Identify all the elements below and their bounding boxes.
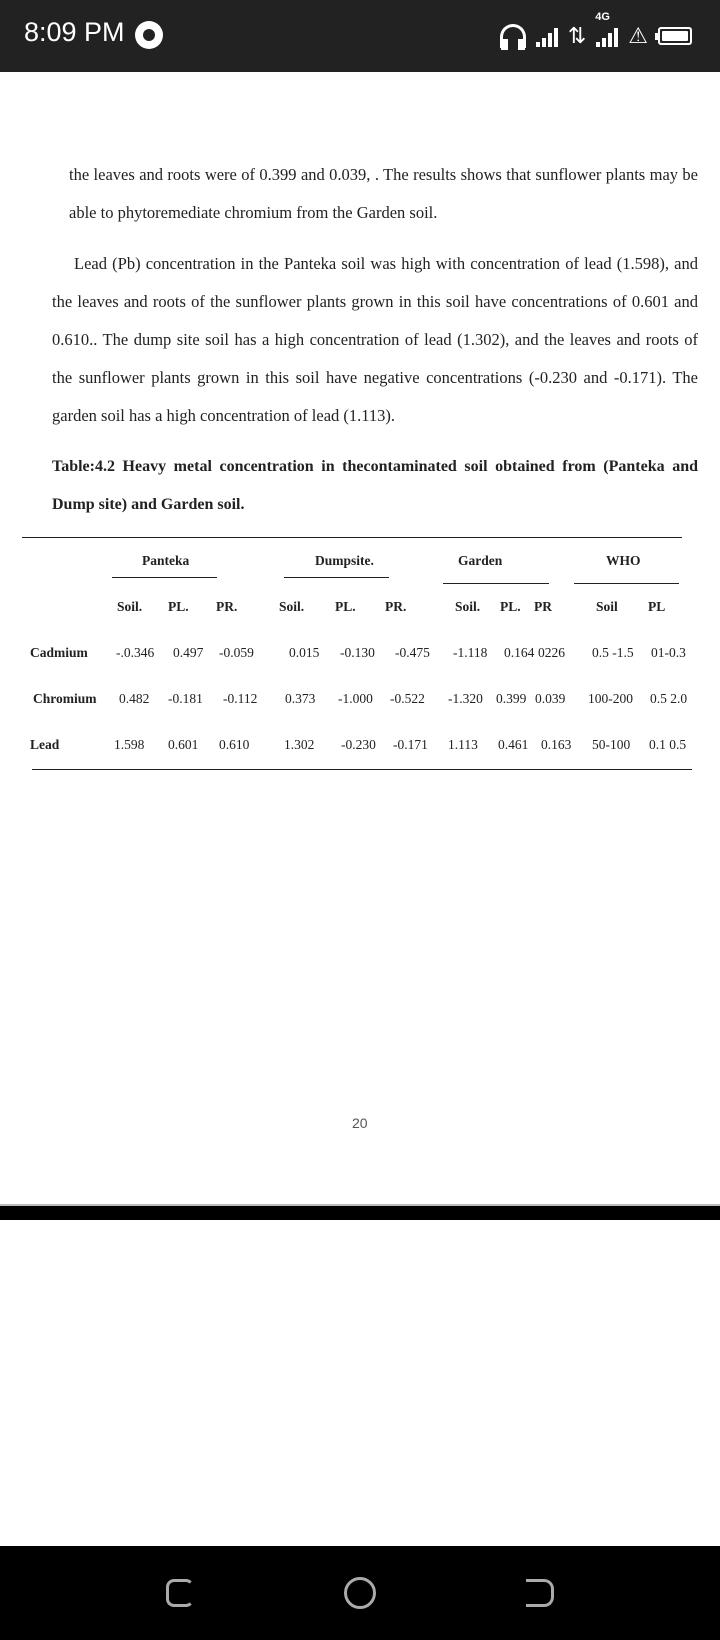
table-cell: 0.5 -1.5 (592, 645, 634, 660)
table-cell: -1.118 (453, 645, 488, 660)
table-cell: 100-200 (588, 691, 633, 706)
table-cell: -1.320 (448, 691, 483, 706)
table-cell: -0.522 (390, 691, 425, 706)
paragraph-2: Lead (Pb) concentration in the Panteka soil was high with concentration of lead (1.598), and the leaves and roots of the sunflower plants grown in this soil have concentrations of 0.601 and 0.610.. The dump site soil has a high concentration of lead (1.302), and the leaves and roots of the sunflower plants grown in this soil have negative concentrations (-0.230 and -0.171). The garden soil has a high concentration of lead (1.113). (52, 254, 698, 425)
table-cell: -0.230 (341, 737, 376, 752)
sub-header: Soil (596, 599, 618, 614)
status-icons (500, 11, 692, 52)
table-cell: 0.5 2.0 (650, 691, 688, 706)
table-cell: -1.000 (338, 691, 373, 706)
group-rule-garden (443, 583, 549, 584)
table-top-rule (22, 537, 682, 538)
group-header-garden: Garden (458, 553, 503, 568)
headset-icon (500, 24, 526, 48)
table-cell: 0.039 (535, 691, 566, 706)
table-cell: -0.112 (223, 691, 258, 706)
status-bar (0, 0, 720, 72)
group-header-panteka: Panteka (142, 553, 190, 568)
table-cell: 0.610 (219, 737, 250, 752)
sub-header: PR. (216, 599, 238, 614)
sub-header: PL. (500, 599, 521, 614)
table-cell: 1.302 (284, 737, 315, 752)
data-transfer-icon: ⇅ (567, 23, 587, 49)
group-rule-who (574, 583, 679, 584)
row-label-cadmium: Cadmium (30, 645, 88, 660)
table-cell: 0.461 (498, 737, 529, 752)
table-cell: 0.497 (173, 645, 204, 660)
network-type-label: 4G (595, 11, 610, 23)
sub-header: PL (648, 599, 666, 614)
table-cell: 1.113 (448, 737, 478, 752)
table-cell: 0.1 0.5 (649, 737, 687, 752)
table-caption: Table:4.2 Heavy metal concentration in thecontaminated soil obtained from (Panteka and Dump site) and Garden soil. (52, 458, 698, 513)
document-page[interactable] (0, 72, 720, 1204)
clock: 8:09 PM (24, 17, 125, 47)
signal-icon-2 (595, 11, 618, 47)
table-cell: 1.598 (114, 737, 145, 752)
table-cell: 0.482 (119, 691, 150, 706)
group-rule-dumpsite (284, 577, 389, 578)
sub-header: Soil. (279, 599, 305, 614)
row-label-lead: Lead (30, 737, 60, 752)
signal-icon-1 (536, 25, 558, 47)
table-cell: -0.181 (168, 691, 203, 706)
group-header-dumpsite: Dumpsite. (315, 553, 374, 568)
sub-header: Soil. (455, 599, 481, 614)
back-icon[interactable] (526, 1579, 554, 1607)
group-rule-panteka (112, 577, 217, 578)
row-label-chromium: Chromium (33, 691, 97, 706)
table-cell: 01-0.3 (651, 645, 686, 660)
table-cell: 50-100 (592, 737, 631, 752)
table-cell: -0.059 (219, 645, 254, 660)
table-cell: 0226 (538, 645, 565, 660)
recent-apps-icon[interactable] (166, 1579, 194, 1607)
notification-icon (135, 21, 163, 49)
sub-header: PL. (168, 599, 189, 614)
table-cell: -0.475 (395, 645, 430, 660)
table-cell: 0.373 (285, 691, 316, 706)
table-cell: 0.601 (168, 737, 199, 752)
table-cell: 0.399 (496, 691, 527, 706)
table-bottom-rule (32, 769, 692, 770)
sub-header: PR (534, 599, 552, 614)
navigation-bar (0, 1546, 720, 1640)
flask-icon: ⚠ (628, 23, 648, 49)
blank-area[interactable] (0, 1220, 720, 1546)
home-icon[interactable] (344, 1577, 376, 1609)
page-number: 20 (352, 1115, 368, 1131)
page-divider (0, 1204, 720, 1220)
table-cell: 0.164 (504, 645, 535, 660)
table-cell: 0.015 (289, 645, 320, 660)
table-cell: -0.171 (393, 737, 428, 752)
battery-icon (658, 27, 692, 45)
table-cell: -.0.346 (116, 645, 155, 660)
sub-header: Soil. (117, 599, 143, 614)
paragraph-1: the leaves and roots were of 0.399 and 0.039, . The results shows that sunflower plants may be able to phytoremediate chromium from the Garden soil. (69, 165, 698, 222)
table-cell: 0.163 (541, 737, 572, 752)
sub-header: PL. (335, 599, 356, 614)
sub-header: PR. (385, 599, 407, 614)
group-header-who: WHO (606, 553, 641, 568)
table-cell: -0.130 (340, 645, 375, 660)
